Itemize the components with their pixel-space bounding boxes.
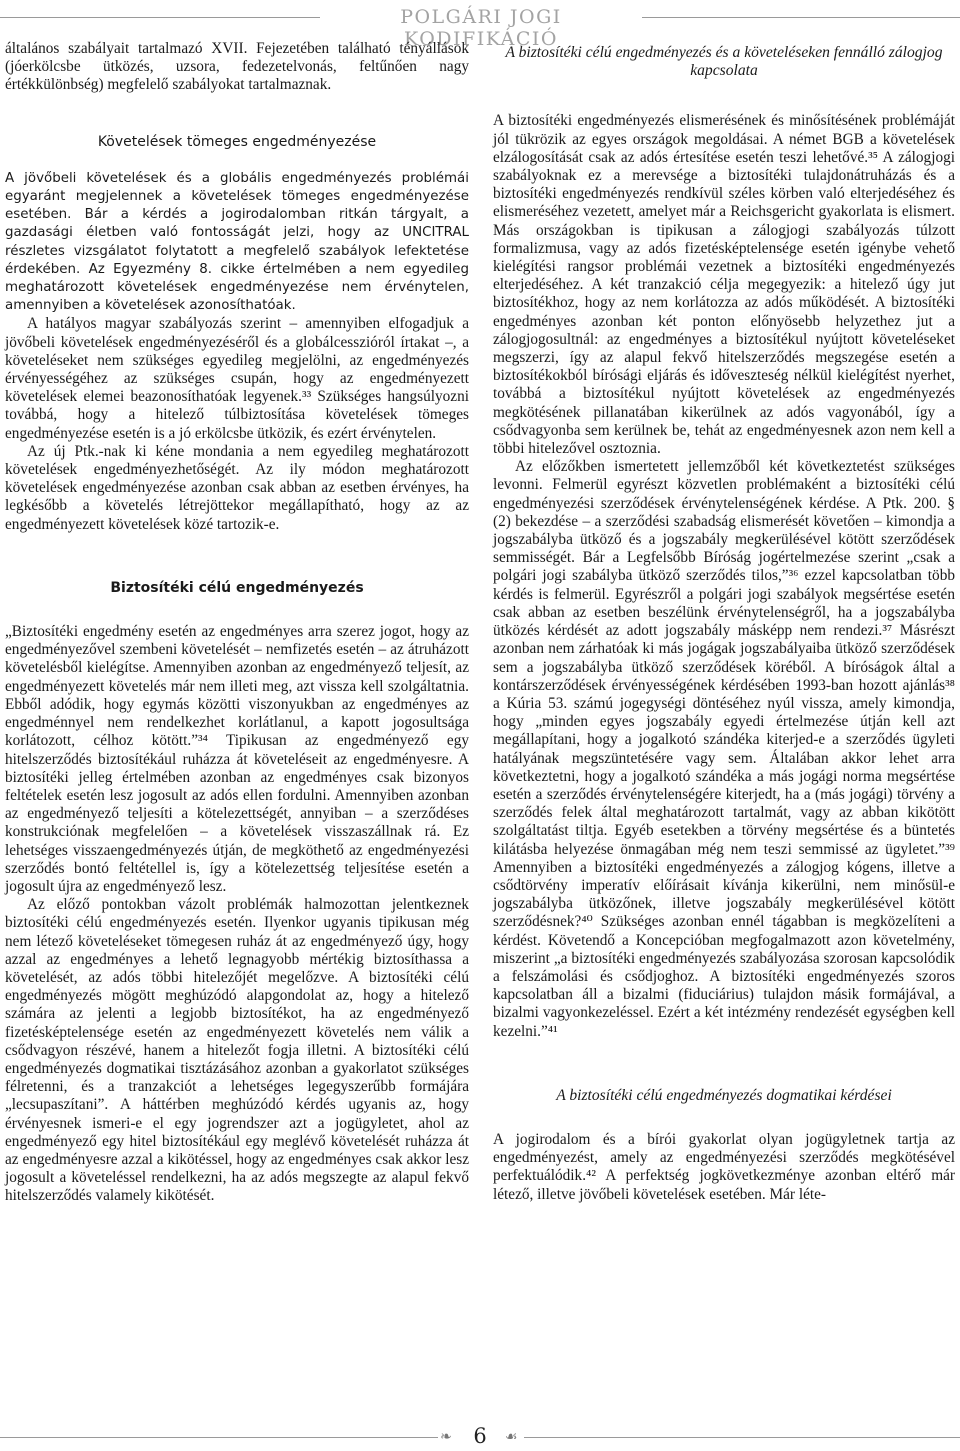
paragraph: A jövőbeli követelések és a globális engedményezés problémái egyaránt megjelennek a követelések tömeges engedményezése esetében. Bár a kérdés a jogirodalomban ritkán tárgyalt, a gazdasági életben való fontosságát jelzi, hogy az UNCITRAL részletes vizsgálatot folytatott a megfelelő szabályok lefektetése érdekében. Az Egyezmény 8. cikke értelmében a nem egyedileg meghatározott követelések engedményezése nem érvénytelen, amennyiben a követelések azonosíthatóak. (5, 170, 469, 314)
section-heading-mass-assignment: Követelések tömeges engedményezése (97, 133, 377, 150)
paragraph: Az előző pontokban vázolt problémák halmozottan jelentkeznek biztosítéki célú engedményezés esetén. Ilyenkor ugyanis tipikusan még nem létező követeléseket tömegesen ruház át az engedményező úgy, hogy azzal az engedményes a lehető legnagyobb mértékig biztosíthassa a követelését, az adós többi hitelezőjét megelőzve. A biztosítéki célú engedményezés mögött meghúzódó alapgondolat az, hogy a hitelező számára az jelenti a legjobb biztosítékot, ha az engedményező fizetésképtelensége esetén az engedményezett követelés nem válik a csődvagyon részévé, hanem a hitelezőt fogja illetni. A biztosítéki célú engedményezés dogmatikai tisztázásához azonban a gyakorlatot szükséges félretenni, és a tranzakciót a lehetséges legegyszerűbb formájára „lecsupaszítani”. A háttérben meghúzódó kérdés ugyanis az, hogy érvényesnek ismeri-e el egy jogrendszer azt a jogügyletet, ahol az engedményező egy hitel biztosítékául egy meglévő követelését ruházza át az engedményesre azzal a kikötéssel, hogy az engedményes csak akkor lesz jogosult a követeléssel rendelkezni, ha az adós megszegte az alapul fekvő hitelszerződés valamely kikötését. (5, 896, 469, 1205)
page-number: 6 (473, 1424, 487, 1448)
paragraph: Az előzőkben ismertetett jellemzőből két következtetést szükséges levonni. Felmerül egyrészt közvetlen problémaként a biztosítéki célú engedményezési szerződések érvénytelenségének kérdése. A Ptk. 200. § (2) bekezdése – a szerződési szabadság elismerését követően – kimondja a jogszabályba ütköző és a jogszabály megkerülésével kötött szerződések semmisségét. Bár a Legfelsőbb Bíróság jogértelmezése szerint „csak a polgári jogi szabályba ütköző szerződés tilos,”³⁶ ezzel kapcsolatban több kérdés is felmerül. Egyrészről a polgári jogi szabályok megsértése esetén csak abban az esetben beszélünk érvénytelenségről, ha a jogszabályba ütközés kérdését az adott jogszabály másképp nem rendezi.³⁷ Másrészt azonban nem zárhatóak ki más jogágak jogszabályaiba ütköző szerződések sem a jogszabályba ütköző szerződések köréből. A bíróságok által a kontárszerződések érvényességének kérdésében 1993-ban hozott ajánlás³⁸ a Kúria 53. számú jogegységi döntéséhez nyúl vissza, amely kimondja, hogy „minden egyes jogszabály egyedi értelmezése útján kell azt megállapítani, hogy a jogalkotó szándéka kiterjed-e a szerződés ügyleti hatályának megszüntetésére vagy sem. Általában akkor lehet arra következtetni, hogy a jogalkotó szándéka a más jogági norma megsértése esetén a szerződés érvénytelenségére kiterjedt, ha a (más jogági) törvény a szerződés felek által meghatározott tartalmát, vagy az abban kikötött szolgáltatást tiltja. Egyéb esetekben a törvény megsértése és a büntetés kilátásba helyezése önmagában még nem teszi semmissé az ügyletet.”³⁹ Amennyiben a biztosítéki engedményezés a zálogjog kógens, illetve a csődtörvény imperatív előírásait kívánja kikerülni, nem minősül-e jogszabályba ütközőnek, illetve jogszabály megkerülésével kötött szerződésnek?⁴⁰ Szükséges azonban ennél tágabban is megközelíteni a kérdést. Követendő a Koncepcióban megfogalmazott azon követelmény, miszerint „a biztosítéki engedményezés szabályozása szorosan kapcsolódik a felszámolási és csődjoghoz. A biztosítéki engedményezés szoros kapcsolatban áll a bizalmi (fiduciárius) tulajdon másik formájával, a bizalmi vagyonkezeléssel. Ezért a két intézmény rendezését egységben kell kezelni.”⁴¹ (493, 458, 955, 1040)
paragraph: általános szabályait tartalmazó XVII. Fejezetében található tényállások (jóerkölcsbe ütközés, uzsora, fedezetelvonás, feltűnően nagy értékkülönbség) megfelelő szabályokat tartalmaznak. (5, 40, 469, 94)
paragraph: A hatályos magyar szabályozás szerint – amennyiben elfogadjuk a jövőbeli követelések engedményezéséről és a globálcesszióról írtakat –, a követeléseket nem szükséges egyedileg megjelölni, az engedményezés érvényességéhez az szükséges csupán, hogy az engedményezett követelések elemei beazonosíthatóak legyenek.³³ Szükséges hangsúlyozni továbbá, hogy a hitelező túlbiztosítása követelések tömeges engedményezése esetén is a jó erkölcsbe ütközik, és ezért érvénytelen. (5, 315, 469, 442)
running-header (0, 4, 960, 50)
footer-rule-right (524, 1437, 960, 1438)
paragraph: Az új Ptk.-nak ki kéne mondania a nem egyedileg meghatározott követelések engedményezhetőségét. Az ily módon meghatározott követelések engedményezése azonban csak abban az esetben érvényes, ha legkésőbb a követelés létrejöttekor megállapítható, hogy az az engedményezett követelések közé tartozik-e. (5, 442, 469, 533)
section-heading-lien-relation: A biztosítéki célú engedményezés és a követeléseken fennálló zálogjog kapcsolata (505, 44, 943, 80)
paragraph: A biztosítéki engedményezés elismerésének és minősítésének problémáját jól tükrözik az egyes országok megoldásai. A német BGB a követelések elzálogosítását csak az adós értesítése esetén teszi lehetővé.³⁵ A zálogjogi szabályoknak ez a merevsége a biztosítéki tulajdonátruházás és a biztosítéki engedményezés rendkívül széles körben való elterjedéséhez és elismeréséhez vezetett, amelyet már a Reichsgericht gyakorlata is elismert. Más országokban is tipikusan a zálogjogi szabályozás túlzott formalizmusa, vagy az adós fizetésképtelensége esetén igénybe vehető kielégítési rangsor problémái vezetnek a biztosítéki engedményezés elterjedéséhez. A két tranzakció célja megegyezik: a hitelező úgy jut biztosítékhoz, hogy az nem korlátozza az adós működését. A biztosítéki engedményes azonban két ponton előnyösebb helyzethez jut a zálogjogosultnál: az engedményes a biztosítékul nyújtott követeléseket megszerzi, így az alapul fekvő hitelszerződés megszegése esetén a biztosítékokból bírósági eljárás és időveszteség nélkül kielégítést nyerhet, továbbá a biztosítékul nyújtott követelések az engedményezés megkötésének pillanatában kikerülnek az adós vagyonából, így a csődvagyonba sem kerülnek be, tehát az engedményesnek azon nem kell a többi hitelezővel osztoznia. (493, 112, 955, 458)
section-heading-security-assignment: Biztosítéki célú engedményezés (110, 579, 364, 596)
paragraph: A jogirodalom és a bírói gyakorlat olyan jogügyletnek tartja az engedményezést, amely az engedményezési szerződés megkötésével perfektuálódik.⁴² A perfektség jogkövetkezménye azonban eltérő már létező, illetve jövőbeli követelések esetében. Már léte- (493, 1130, 955, 1203)
right-column (493, 44, 955, 1204)
header-rule-right (642, 17, 960, 18)
ornament-left-icon: ❧ (440, 1429, 452, 1445)
section-heading-dogmatic-questions: A biztosítéki célú engedményezés dogmatikai kérdései (556, 1086, 892, 1104)
footer-rule-left (0, 1437, 438, 1438)
paragraph: „Biztosítéki engedmény esetén az engedményes arra szerez jogot, hogy az engedményezővel szembeni követelését – nemfizetés esetén – az átruházott követelésből kielégítse. Amennyiben azonban az engedményező teljesít, az engedményezett követelés már nem illeti meg, azt vissza kell szolgáltatnia. Ebből adódik, hogy egymás közötti viszonyukban az engedményes az engedménnyel nem rendelkezhet korlátlanul, a kapott jogosultsága korlátozott, célhoz kötött.”³⁴ Tipikusan az engedményező egy hitelszerződés biztosítékául ruházza át követeléseit az engedményesre. A biztosítéki jelleg értelmében azonban az engedményes csak bizonyos feltételek esetén lesz jogosult az adós ellen fordulni. Amennyiben azonban az engedményező teljesíti a kötelezettségét, annyiban – a szerződéses konstrukciónak megfelelően – a követelések visszaszállnak rá. Ez lehetséges visszaengedményezés útján, de megköthető az engedményezési szerződés bontó feltétellel is, így a kötelezettség teljesítése esetén a jogosult újra az engedményező lesz. (5, 623, 469, 895)
page-footer (0, 1426, 960, 1448)
running-title: POLGÁRI JOGI KODIFIKÁCIÓ (400, 6, 562, 50)
left-column (5, 40, 469, 1206)
header-rule-left (0, 17, 320, 18)
ornament-right-icon: ☙ (505, 1429, 518, 1445)
